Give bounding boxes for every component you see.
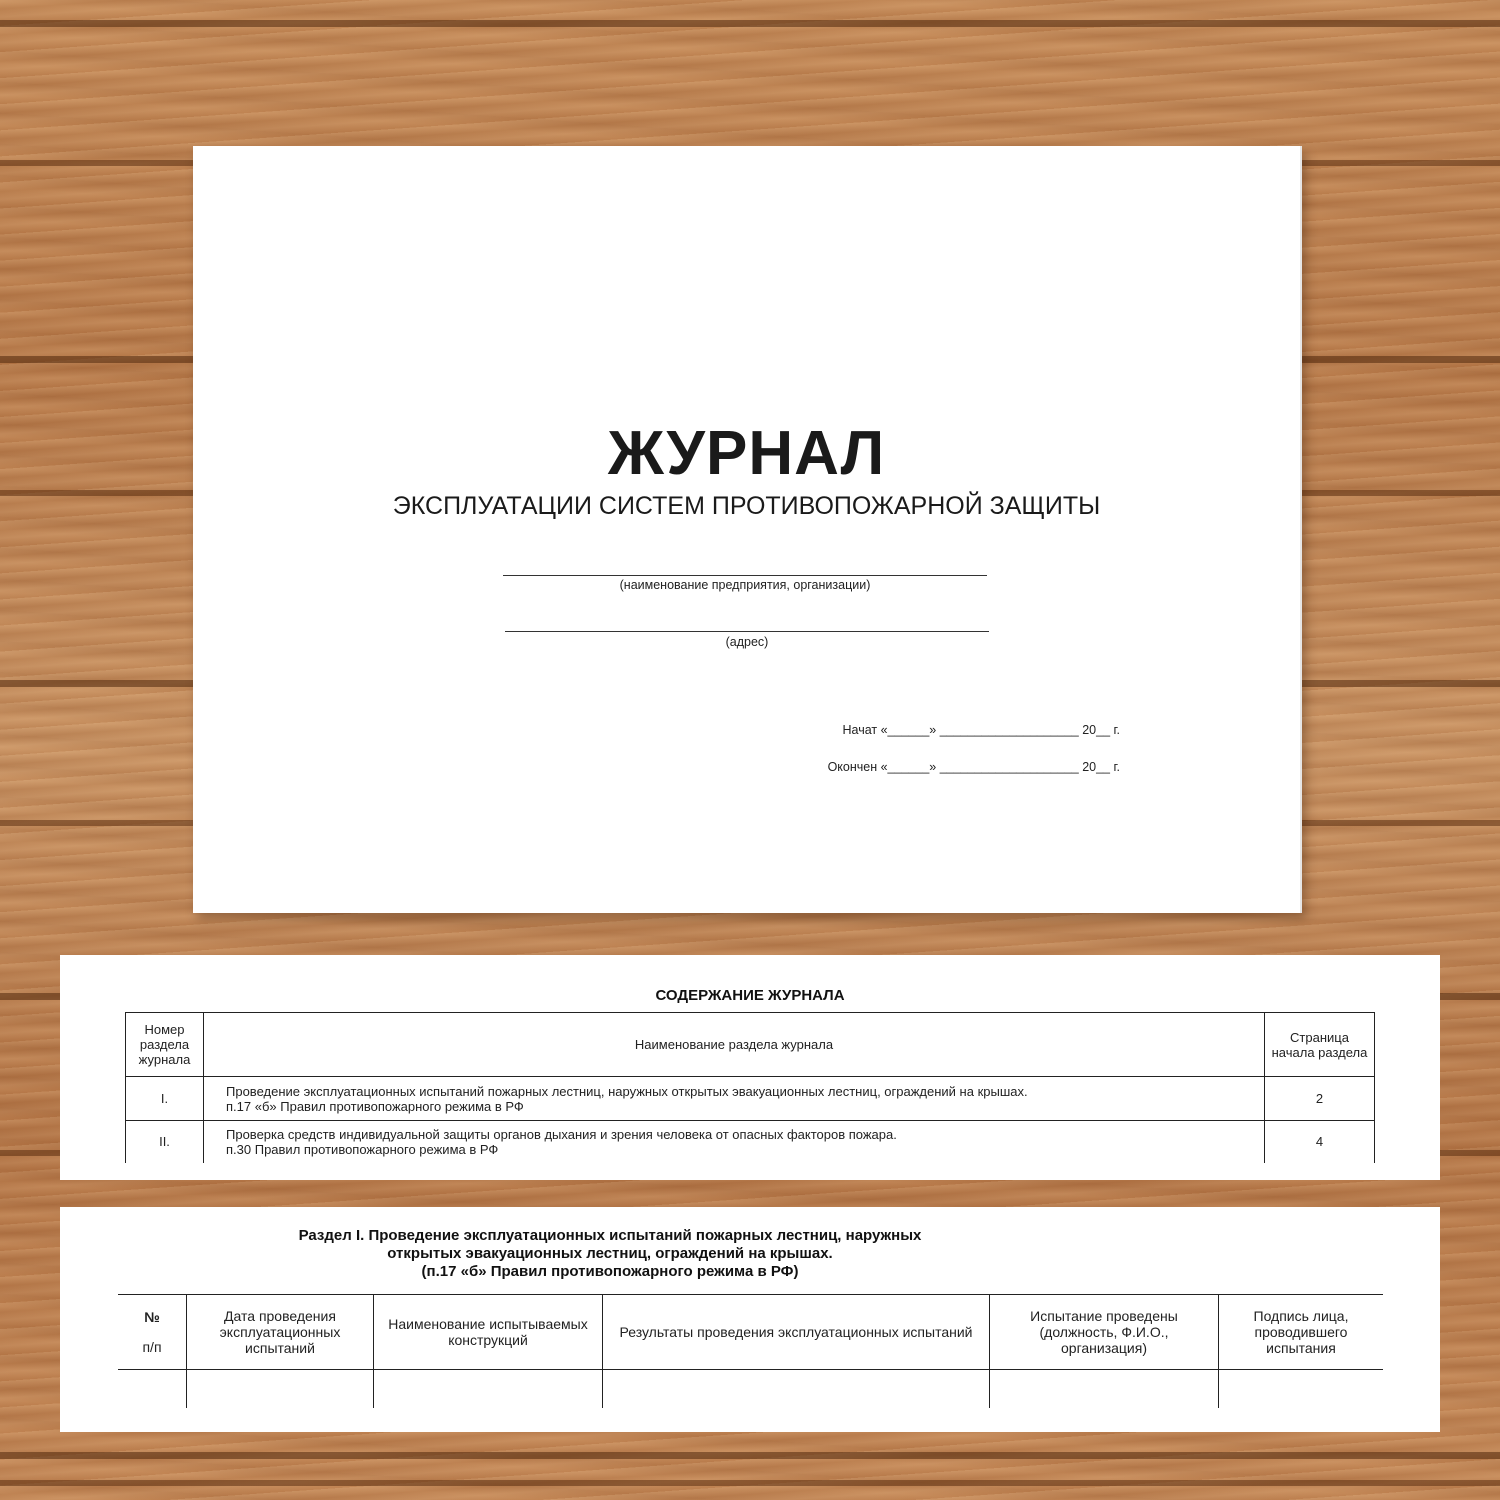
toc-row-name [204,1077,1265,1121]
header-constructions: Наименование испытываемых конструкций [374,1295,603,1370]
toc-row-name [204,1121,1265,1163]
header-number-pp: п/п [142,1339,162,1355]
empty-cell [187,1370,374,1409]
toc-header-page: Страница начала раздела [1265,1013,1375,1077]
toc-title: СОДЕРЖАНИЕ ЖУРНАЛА [655,987,845,1004]
header-conducted-by: Испытание проведены (должность, Ф.И.О., организация) [990,1295,1219,1370]
section1-title-line1: Раздел I. Проведение эксплуатационных испытаний пожарных лестниц, наружных [298,1227,922,1244]
toc-row-name-line2: п.17 «б» Правил противопожарного режима в РФ [226,1098,524,1114]
wood-seam [0,1452,1500,1459]
wood-seam [0,20,1500,27]
journal-cover [193,146,1302,913]
section1-title-line2: открытых эвакуационных лестниц, ограждений на крышах. [387,1245,833,1262]
toc-header-number: Номер раздела журнала [126,1013,204,1077]
end-date-field: Окончен «______» ____________________ 20__ г. [827,760,1120,774]
toc-row-number: II. [126,1121,204,1163]
header-number [118,1295,187,1370]
toc-row-page: 2 [1265,1077,1375,1121]
start-date-field: Начат «______» ____________________ 20__ г. [842,723,1120,737]
toc-row-name-line1: Проведение эксплуатационных испытаний пожарных лестниц, наружных открытых эвакуационных лестниц, ограждений на крышах. [226,1083,1028,1099]
header-number-symbol: № [144,1309,160,1325]
toc-row-name-line1: Проверка средств индивидуальной защиты органов дыхания и зрения человека от опасных факторов пожара. [226,1126,897,1142]
toc-row [126,1121,1375,1163]
toc-header-row [126,1013,1375,1077]
toc-row [126,1077,1375,1121]
empty-cell [374,1370,603,1409]
empty-cell [1219,1370,1384,1409]
cover-subtitle: ЭКСПЛУАТАЦИИ СИСТЕМ ПРОТИВОПОЖАРНОЙ ЗАЩИТЫ [392,492,1101,520]
section1-empty-row [118,1370,1383,1409]
org-name-caption: (наименование предприятия, организации) [619,578,871,592]
header-date: Дата проведения эксплуатационных испытаний [187,1295,374,1370]
toc-row-number: I. [126,1077,204,1121]
org-name-line [503,575,987,576]
toc-panel [60,955,1440,1180]
cover-title: ЖУРНАЛ [607,419,886,488]
section1-header-row [118,1295,1383,1370]
empty-cell [603,1370,990,1409]
section1-title [60,1227,1160,1281]
section1-table [118,1294,1383,1408]
toc-row-name-line2: п.30 Правил противопожарного режима в РФ [226,1141,499,1157]
section1-panel [60,1207,1440,1432]
toc-row-page: 4 [1265,1121,1375,1163]
header-signature: Подпись лица, проводившего испытания [1219,1295,1384,1370]
toc-header-name: Наименование раздела журнала [204,1013,1265,1077]
section1-title-line3: (п.17 «б» Правил противопожарного режима в РФ) [421,1263,799,1280]
empty-cell [118,1370,187,1409]
toc-table [125,1012,1375,1163]
address-caption: (адрес) [725,635,769,649]
empty-cell [990,1370,1219,1409]
header-results: Результаты проведения эксплуатационных испытаний [603,1295,990,1370]
address-line [505,631,989,632]
